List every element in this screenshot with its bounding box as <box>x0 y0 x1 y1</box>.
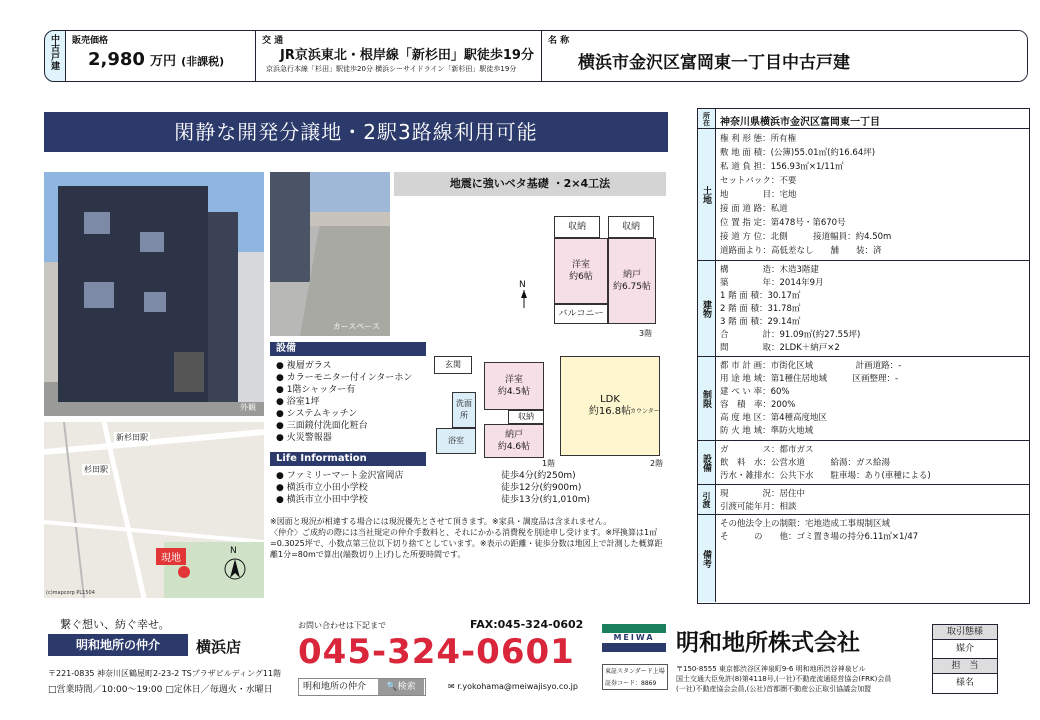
location-label: 所在 <box>698 109 716 128</box>
house-illustration <box>44 172 264 416</box>
life-item: ● 横浜市立小田中学校 徒歩13分(約1,010m) <box>276 495 591 505</box>
building-row: 合 計：91.09㎡(約27.55坪) <box>720 330 861 340</box>
room-1f-western: 洋室 約4.5帖 <box>484 362 544 410</box>
store-address: 〒221-0835 神奈川区鶴屋町2-23-2 TSプラザビルディング11階 <box>48 669 282 678</box>
room-1f-storeroom: 納戸 約4.6帖 <box>484 424 544 458</box>
land-row: 私 道 負 担：156.93㎡×1/11㎡ <box>720 162 844 172</box>
building-row: 1 階 面 積：30.17㎡ <box>720 291 801 301</box>
restrict-label: 制限 <box>698 357 716 440</box>
room-1f-storage: 収納 <box>508 410 544 424</box>
equipment-item: ● システムキッチン <box>276 409 358 419</box>
life-item-name: ファミリーマート金沢富岡店 <box>286 471 404 481</box>
restrict-row: 容 積 率：200% <box>720 400 796 410</box>
company-info-line: 〒150-8555 東京都渋谷区神泉町9-6 明和地所渋谷神泉ビル <box>676 665 866 673</box>
life-info-heading: Life Information <box>270 452 426 466</box>
equipment-text: 火災警報器 <box>286 433 332 443</box>
equipment-item: ● 複層ガラス <box>276 361 332 371</box>
search-button-label: 検索 <box>397 682 416 692</box>
map-north-icon <box>224 558 246 580</box>
property-detail-table <box>697 108 1030 604</box>
search-button[interactable] <box>378 679 424 695</box>
land-row: 接 道 方 位：北側 接道幅員：約4.50m <box>720 232 892 242</box>
building-row: 築 年：2014年9月 <box>720 278 824 288</box>
disclaimer-notes <box>270 516 668 560</box>
property-name: 横浜市金沢区富岡東一丁目中古戸建 <box>578 53 850 73</box>
logo-text: MEIWA <box>613 633 655 642</box>
price-value: 2,980 <box>88 49 145 70</box>
building-row: 3 階 面 積：29.14㎡ <box>720 317 801 327</box>
search-icon: 🔍 <box>386 682 398 692</box>
land-row: 接 面 道 路：私道 <box>720 204 788 214</box>
fax-number: FAX:045-324-0602 <box>470 618 584 631</box>
map-site-marker: 現地 <box>156 548 186 565</box>
price-label: 販売価格 <box>72 36 109 46</box>
equipment-item: ● 三面鏡付洗面化粧台 <box>276 421 368 431</box>
facility-row: 飲 料 水：公営水道 給湯：ガス給湯 <box>720 458 891 468</box>
restrict-row: 防 火 地 域：準防火地域 <box>720 426 814 436</box>
location-map <box>44 422 264 598</box>
company-logo <box>602 624 666 652</box>
section-building <box>698 261 1029 357</box>
life-item-dist: 徒歩13分(約1,010m) <box>501 495 591 505</box>
building-row: 構 造：木造3階建 <box>720 265 819 275</box>
equipment-list <box>276 360 426 444</box>
building-row: 2 階 面 積：31.78㎡ <box>720 304 801 314</box>
handover-label: 引渡 <box>698 485 716 514</box>
company-info-line: 国土交通大臣免許(8)第4118号,(一社)不動産流通経営協会(FRK)会員 <box>676 675 892 683</box>
logo-bar-top <box>602 624 666 633</box>
life-item-dist: 徒歩12分(約900m) <box>501 483 582 493</box>
equipment-item: ● 浴室1坪 <box>276 397 320 407</box>
room-1f-entrance: 玄関 <box>434 356 472 374</box>
carport-caption: カースペース <box>332 322 380 331</box>
email-group[interactable] <box>448 682 578 691</box>
property-type-label <box>49 34 63 80</box>
footer-slogan: 繋ぐ想い、紡ぐ幸せ。 <box>60 618 170 631</box>
floor1-label: 1階 <box>542 459 556 468</box>
staff-value: 様名 <box>955 678 974 688</box>
transit-main: JR京浜東北・根岸線「新杉田」駅徒歩19分 <box>280 48 534 63</box>
floor2-label: 2階 <box>650 459 664 468</box>
equipment-text: 三面鏡付洗面化粧台 <box>286 421 368 431</box>
section-remarks <box>698 515 1029 602</box>
land-label: 土地 <box>698 129 716 260</box>
life-item-name: 横浜市立小田中学校 <box>286 495 368 505</box>
land-row: セットバック：不要 <box>720 176 797 186</box>
handover-row: 現 況：居住中 <box>720 489 806 499</box>
life-item-dist: 徒歩4分(約250m) <box>501 471 576 481</box>
transit-sub: 京浜急行本線「杉田」駅徒歩20分 横浜シーサイドライン「新杉田」駅徒歩19分 <box>266 65 517 73</box>
facility-row: 汚水・雑排水：公共下水 駐車場：あり(車種による) <box>720 471 931 481</box>
building-row: 間 取：2LDK＋納戸×2 <box>720 343 840 353</box>
store-brand <box>48 634 188 656</box>
restrict-row: 高 度 地 区：第4種高度地区 <box>720 413 828 423</box>
price-unit: 万円 <box>150 54 177 69</box>
counter-label: カウンター <box>630 408 660 415</box>
search-text: 明和地所の仲介 <box>303 682 367 692</box>
building-label: 建物 <box>698 261 716 356</box>
room-3f-storeroom: 納戸 約6.75帖 <box>608 238 656 324</box>
facility-row: ガ ス：都市ガス <box>720 445 814 455</box>
life-item-name: 横浜市立小田小学校 <box>286 483 368 493</box>
inquiry-label: お問い合わせは下記まで <box>298 621 386 630</box>
handover-row: 引渡可能年月：相談 <box>720 502 797 512</box>
header-bar <box>44 30 1028 82</box>
remarks-row: そ の 他：ゴミ置き場の持分6.11㎡×1/47 <box>720 532 919 542</box>
email-address: r.yokohama@meiwajisyo.co.jp <box>457 682 578 691</box>
equipment-text: 複層ガラス <box>286 361 332 371</box>
land-row: 権 利 形 態：所有権 <box>720 134 797 144</box>
life-info-list <box>276 470 666 506</box>
section-restrictions <box>698 357 1029 441</box>
life-item: ● 横浜市立小田小学校 徒歩12分(約900m) <box>276 483 582 493</box>
north-text: N <box>519 280 526 290</box>
land-row: 敷 地 面 積：(公簿)55.01㎡(約16.64坪) <box>720 148 876 158</box>
life-item: ● ファミリーマート金沢富岡店 徒歩4分(約250m) <box>276 471 576 481</box>
room-1f-washroom: 洗面 所 <box>452 392 476 428</box>
land-row: 地 目：宅地 <box>720 190 797 200</box>
store-brand-text: 明和地所の仲介 <box>75 638 160 652</box>
transit-cell <box>255 31 541 81</box>
listing-info: 東証スタンダード上場 証券コード：8869 <box>602 664 668 690</box>
mail-icon: ✉ <box>448 682 455 691</box>
room-3f-balcony: バルコニー <box>554 304 608 324</box>
map-north-text: N <box>230 546 237 556</box>
room-3f-western: 洋室 約6帖 <box>554 238 608 304</box>
carport-illustration <box>270 172 390 336</box>
transit-label: 交 通 <box>262 36 284 46</box>
floorplan-area <box>394 196 666 468</box>
headline-banner: 閑静な開発分譲地・2駅3路線利用可能 <box>44 112 668 152</box>
floorplan-title: 地震に強いベタ基礎 ・2×4工法 <box>394 172 666 196</box>
name-label: 名 称 <box>548 36 570 46</box>
equipment-text: 浴室1坪 <box>286 397 320 407</box>
equipment-text: システムキッチン <box>286 409 358 419</box>
restrict-row: 都 市 計 画：市街化区域 計画道路：- <box>720 361 902 371</box>
exterior-photo <box>44 172 264 416</box>
restrict-row: 用 途 地 域：第1種住居地域 区画整理：- <box>720 374 899 384</box>
exterior-caption: 外観 <box>240 403 256 412</box>
room-3f-storage1: 収納 <box>554 216 600 238</box>
note-line: =0.3025坪で、小数点第三位以下切り捨てとしています。※表示の距離・徒歩分数は地図上で計測した概算距 <box>270 539 663 548</box>
store-name: 横浜店 <box>196 638 242 656</box>
map-credit: (c)mapcorp PL1504 <box>46 590 95 596</box>
note-line: 離1分=80mで算出(端数切り上げ)した所要時間です。 <box>270 550 466 559</box>
north-mark <box>519 280 529 313</box>
note-line: 〈仲介〉ご成約の際には当社規定の仲介手数料と、それにかかる消費税を別途申し受けます。※坪換算は1㎡ <box>270 528 658 537</box>
deal-box <box>932 624 998 694</box>
location-value: 神奈川県横浜市金沢区富岡東一丁目 <box>720 117 880 128</box>
equipment-heading: 設備 <box>270 342 426 356</box>
deal-label: 取引態様 <box>933 625 997 640</box>
remarks-row: その他法令上の制限：宅地造成工事規制区域 <box>720 519 891 529</box>
phone-number[interactable]: 045-324-0601 <box>298 632 575 672</box>
equipment-text: 1階シャッター有 <box>286 385 356 395</box>
floor3-label: 3階 <box>639 329 653 338</box>
map-station-sugita: 杉田駅 <box>84 465 108 474</box>
type-text: 中古戸建 <box>49 34 59 70</box>
price-tax: (非課税) <box>181 55 225 68</box>
room-2f-ldk: LDK 約16.8帖 <box>560 356 660 456</box>
room-3f-storage2: 収納 <box>608 216 654 238</box>
carport-photo <box>270 172 390 336</box>
section-location <box>698 109 1029 129</box>
section-land <box>698 129 1029 261</box>
company-info <box>676 664 891 694</box>
section-handover <box>698 485 1029 515</box>
map-station-shinsugita: 新杉田駅 <box>116 433 148 442</box>
room-1f-bath: 浴室 <box>436 428 476 454</box>
remarks-label: 備考 <box>698 515 716 602</box>
land-row: 位 置 指 定：第478号・第670号 <box>720 218 846 228</box>
north-arrow-icon <box>519 290 529 310</box>
store-hours: □営業時間／10:00～19:00 □定休日／毎週火・水曜日 <box>48 685 273 695</box>
price-group <box>88 49 224 70</box>
facility-label: 設備 <box>698 441 716 484</box>
name-cell <box>541 31 1028 81</box>
restrict-row: 建 ぺ い 率：60% <box>720 387 790 397</box>
company-name: 明和地所株式会社 <box>676 630 860 656</box>
price-cell <box>65 31 255 81</box>
equipment-item: ● カラーモニター付インターホン <box>276 373 413 383</box>
staff-label: 担 当 <box>933 659 997 674</box>
section-facilities <box>698 441 1029 485</box>
equipment-item: ● 1階シャッター有 <box>276 385 356 395</box>
logo-bar-bottom <box>602 643 666 652</box>
company-info-line: (一社)不動産協会会員,(公社)首都圏不動産公正取引協議会加盟 <box>676 685 872 693</box>
equipment-item: ● 火災警報器 <box>276 433 332 443</box>
equipment-text: カラーモニター付インターホン <box>286 373 413 383</box>
deal-value: 媒介 <box>933 640 997 659</box>
note-line: ※図面と現況が相違する場合には現況優先とさせて頂きます。※家具・調度品は含まれません。 <box>270 517 612 526</box>
land-row: 道路面より：高低差なし 舗 装：済 <box>720 246 882 256</box>
